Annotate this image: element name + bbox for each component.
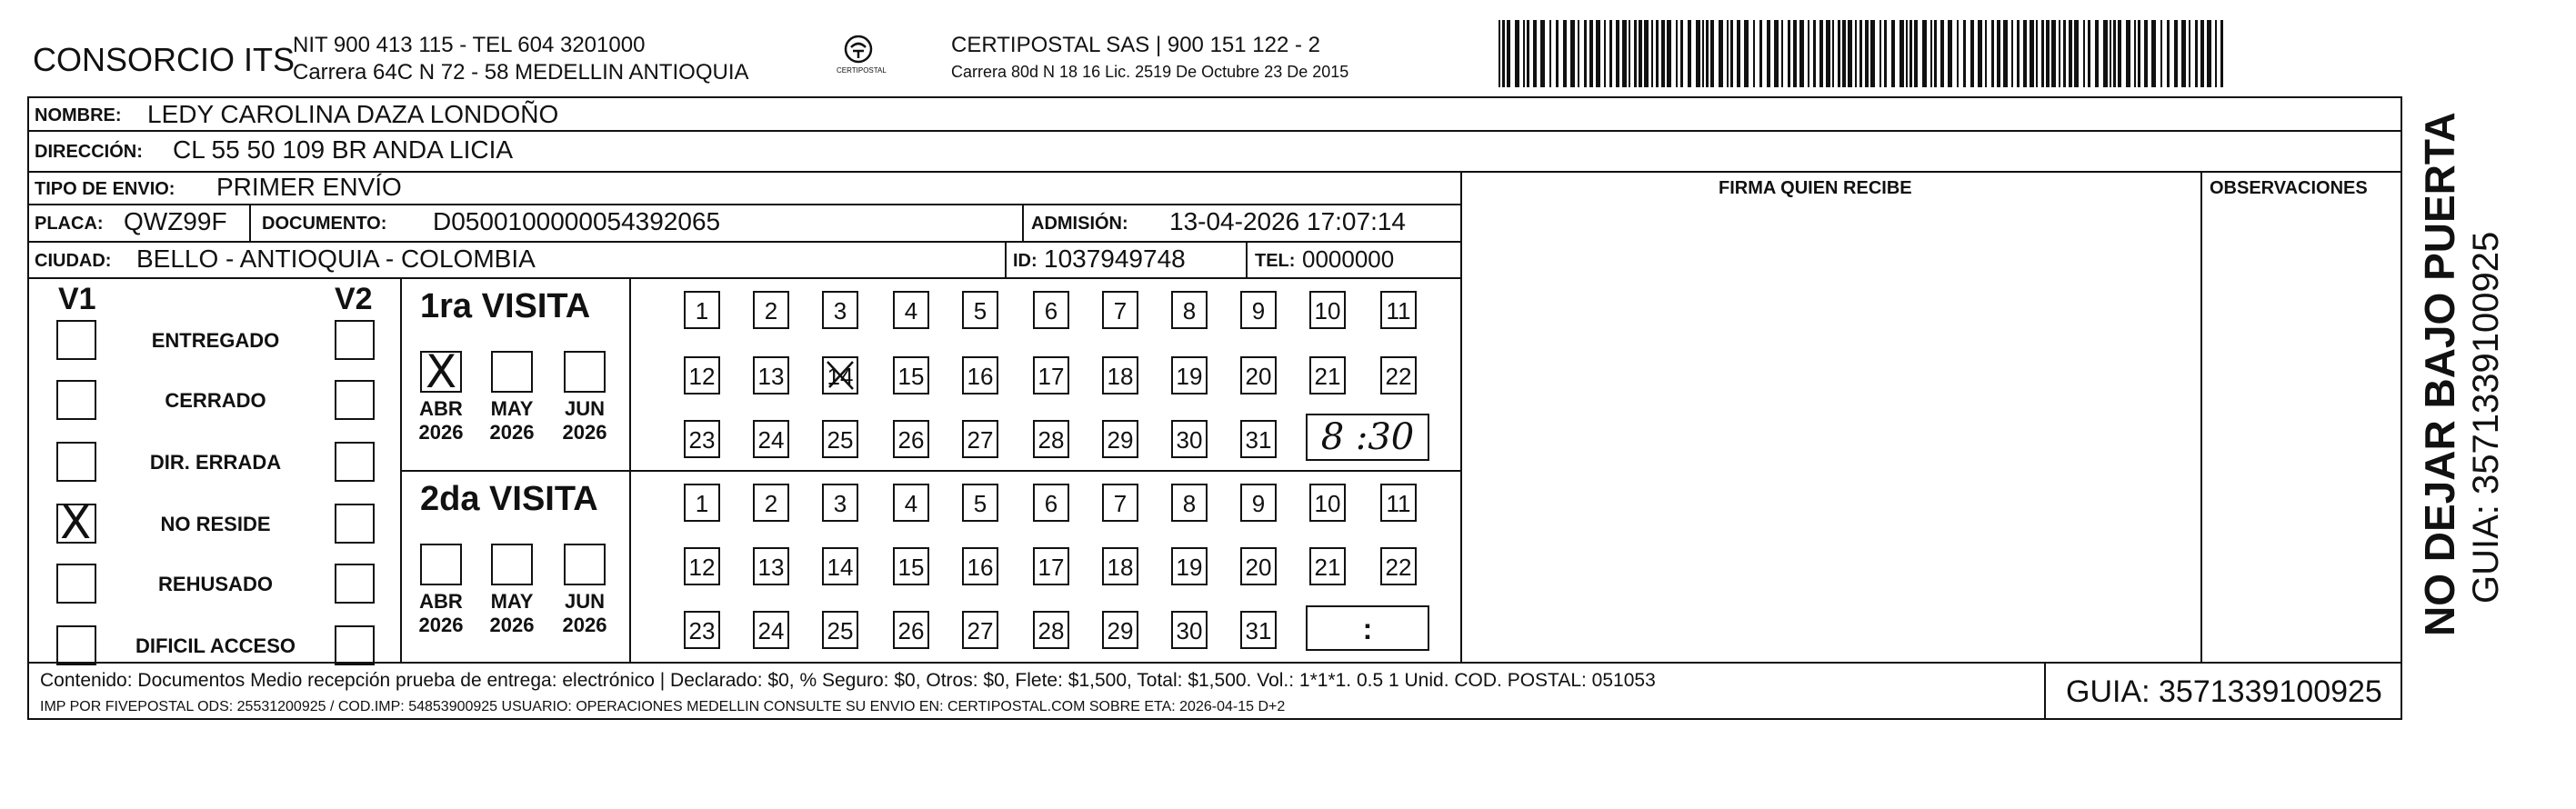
visit1-month-label: MAY (490, 397, 534, 420)
status-v2-checkbox[interactable] (335, 320, 375, 360)
day-mark (822, 356, 858, 395)
barcode-bar (2059, 20, 2060, 87)
visit2-day-box[interactable]: 1 (684, 484, 720, 522)
visit2-day-box[interactable]: 12 (684, 547, 720, 585)
admision-label: ADMISIÓN: (1031, 214, 1128, 234)
visit1-title: 1ra VISITA (420, 287, 591, 325)
barcode-bar (1781, 20, 1783, 87)
barcode-bar (1842, 20, 1846, 87)
barcode-bar (1744, 20, 1749, 87)
visit1-month-checkbox[interactable] (491, 351, 533, 393)
barcode-bar (1706, 20, 1709, 87)
barcode-bar (1730, 20, 1733, 87)
visit2-time: : (1362, 613, 1373, 645)
visit2-day-box[interactable]: 28 (1033, 611, 1069, 649)
barcode-bar (2174, 20, 2178, 87)
barcode-bar (1498, 20, 1500, 87)
barcode-bar (1767, 20, 1770, 87)
visit1-day-box[interactable]: 28 (1033, 420, 1069, 458)
barcode-bar (2220, 20, 2223, 87)
barcode-bar (2069, 20, 2072, 87)
ciudad-value: BELLO - ANTIOQUIA - COLOMBIA (136, 245, 536, 273)
status-v1-checkbox[interactable] (56, 442, 96, 482)
footer-line1: Contenido: Documentos Medio recepción prueba de entrega: electrónico | Declarado: $0, % Seguro: $0, Otros: $0, Flete: $1,500, Total: $1,500. Vol.: 1*1*1. 0.5 1 Unid. COD. POSTAL: 051053 (40, 670, 1656, 691)
visit2-year-label: 2026 (562, 614, 607, 636)
direccion-label: DIRECCIÓN: (35, 142, 143, 162)
check-mark: X (60, 496, 92, 549)
visit1-day-box[interactable]: 9 (1240, 291, 1277, 329)
side-guia: GUIA: 3571339100925 (2466, 231, 2506, 604)
barcode-bar (1870, 20, 1875, 87)
visit1-day-box[interactable]: 26 (893, 420, 929, 458)
barcode-bar (1589, 20, 1593, 87)
footer-guia: GUIA: 3571339100925 (2066, 674, 2382, 709)
visit1-time-box (1306, 414, 1429, 461)
barcode-bar (1596, 20, 1600, 87)
barcode-bar (1859, 20, 1862, 87)
visit1-day-box[interactable]: 13 (753, 356, 789, 395)
barcode-bar (1667, 20, 1671, 87)
visit2-day-box[interactable]: 17 (1033, 547, 1069, 585)
tel-label: TEL: (1255, 251, 1296, 271)
visit2-day-box[interactable]: 5 (962, 484, 998, 522)
barcode-bar (1584, 20, 1587, 87)
barcode-bar (1879, 20, 1881, 87)
visit1-day-box[interactable]: 5 (962, 291, 998, 329)
visit1-day-box[interactable]: 12 (684, 356, 720, 395)
barcode-bar (2046, 20, 2050, 87)
barcode-bar (1865, 20, 1869, 87)
carrier-line2: Carrera 80d N 18 16 Lic. 2519 De Octubre 23 De 2015 (951, 63, 1349, 81)
barcode-bar (2207, 20, 2211, 87)
barcode-bar (1891, 20, 1895, 87)
visit2-day-box[interactable]: 2 (753, 484, 789, 522)
company-name: CONSORCIO ITS (33, 41, 296, 78)
visit2-year-label: 2026 (418, 614, 464, 636)
tipo-value: PRIMER ENVÍO (216, 173, 402, 201)
visit1-day-box[interactable]: 11 (1380, 291, 1417, 329)
barcode-bar (2083, 20, 2085, 87)
barcode-bar (1813, 20, 1816, 87)
barcode-bar (1940, 20, 1944, 87)
visit2-month-checkbox[interactable] (491, 544, 533, 585)
visit2-day-box[interactable]: 6 (1033, 484, 1069, 522)
status-label: ENTREGADO (151, 329, 280, 352)
direccion-value: CL 55 50 109 BR ANDA LICIA (173, 135, 514, 164)
barcode-bar (1507, 20, 1510, 87)
barcode-bar (1502, 20, 1505, 87)
barcode-bar (1909, 20, 1912, 87)
visit2-day-box[interactable]: 18 (1102, 547, 1138, 585)
visit2-day-box[interactable]: 10 (1309, 484, 1346, 522)
visit1-day-box[interactable]: 23 (684, 420, 720, 458)
status-v1-checkbox[interactable] (56, 380, 96, 420)
visit1-day-box[interactable]: 15 (893, 356, 929, 395)
barcode-bar (1570, 20, 1575, 87)
barcode-bar (1826, 20, 1830, 87)
barcode-bar (1914, 20, 1918, 87)
barcode-bar (2017, 20, 2020, 87)
barcode-bar (1963, 20, 1966, 87)
certipostal-logo (835, 31, 887, 82)
barcode-bar (1934, 20, 1937, 87)
check-mark: X (426, 345, 457, 398)
barcode-bar (1774, 20, 1779, 87)
barcode-bar (1661, 20, 1665, 87)
barcode-bar (1991, 20, 1994, 87)
visit2-day-box[interactable]: 16 (962, 547, 998, 585)
visit2-day-box[interactable]: 14 (822, 547, 858, 585)
barcode-bar (2167, 20, 2170, 87)
visit1-day-box[interactable]: 21 (1309, 356, 1346, 395)
barcode-bar (1997, 20, 2000, 87)
visit1-day-box[interactable]: 8 (1171, 291, 1208, 329)
visit1-day-box[interactable]: 17 (1033, 356, 1069, 395)
visit2-day-box[interactable]: 26 (893, 611, 929, 649)
barcode-bar (1759, 20, 1762, 87)
barcode-bar (1970, 20, 1974, 87)
visit1-month-label: ABR (419, 397, 463, 420)
id-label: ID: (1013, 251, 1037, 271)
barcode-bar (2036, 20, 2038, 87)
barcode-bar (1639, 20, 1642, 87)
barcode-bar (2011, 20, 2013, 87)
barcode-bar (1540, 20, 1545, 87)
visit2-day-box[interactable]: 3 (822, 484, 858, 522)
visit1-year-label: 2026 (418, 421, 464, 444)
documento-value: D0500100000054392065 (433, 207, 721, 235)
barcode-bar (2160, 20, 2162, 87)
visit1-day-box[interactable]: 3 (822, 291, 858, 329)
barcode-bar (2003, 20, 2008, 87)
barcode-bar (1899, 20, 1904, 87)
barcode-bar (1737, 20, 1740, 87)
visit2-day-box[interactable]: 21 (1309, 547, 1346, 585)
visit2-day-box[interactable]: 23 (684, 611, 720, 649)
barcode-bar (1710, 20, 1714, 87)
visit2-month-checkbox[interactable] (564, 544, 606, 585)
visit2-month-label: JUN (564, 590, 605, 613)
nit-line: NIT 900 413 115 - TEL 604 3201000 (293, 33, 646, 57)
visit2-month-checkbox[interactable] (420, 544, 462, 585)
visit1-month-checkbox[interactable] (420, 345, 462, 398)
barcode-bar (1985, 20, 1987, 87)
visit1-day-box[interactable]: 1 (684, 291, 720, 329)
barcode-bar (2074, 20, 2079, 87)
barcode-bar (1922, 20, 1927, 87)
barcode-bar (1719, 20, 1723, 87)
visit1-day-box[interactable]: 30 (1171, 420, 1208, 458)
visit2-day-box[interactable]: 29 (1102, 611, 1138, 649)
visit2-day-box[interactable]: 11 (1380, 484, 1417, 522)
id-value: 1037949748 (1044, 245, 1186, 273)
barcode-bar (1793, 20, 1797, 87)
admision-value: 13-04-2026 17:07:14 (1169, 207, 1406, 235)
barcode-bar (2126, 20, 2130, 87)
visit2-time-box (1306, 605, 1429, 651)
barcode-bar (1609, 20, 1612, 87)
barcode-bar (1651, 20, 1653, 87)
visit1-day-box[interactable]: 29 (1102, 420, 1138, 458)
carrier-line1: CERTIPOSTAL SAS | 900 151 122 - 2 (951, 33, 1320, 57)
barcode-bar (2103, 20, 2108, 87)
barcode-bar (1702, 20, 1704, 87)
status-v2-checkbox[interactable] (335, 625, 375, 665)
visit2-day-box[interactable]: 30 (1171, 611, 1208, 649)
visit1-day-box[interactable]: 20 (1240, 356, 1277, 395)
visit2-day-box[interactable]: 31 (1240, 611, 1277, 649)
barcode-bar (1515, 20, 1519, 87)
status-label: DIFICIL ACCESO (135, 634, 296, 657)
visit1-month-checkbox[interactable] (564, 351, 606, 393)
barcode-bar (1549, 20, 1551, 87)
barcode-bar (1688, 20, 1691, 87)
barcode-bar (2113, 20, 2116, 87)
documento-label: DOCUMENTO: (262, 214, 387, 234)
barcode-bar (1808, 20, 1809, 87)
barcode-bar (2195, 20, 2198, 87)
barcode-bar (1656, 20, 1659, 87)
status-v1-checkbox[interactable] (56, 320, 96, 360)
visit1-day-box[interactable]: 31 (1240, 420, 1277, 458)
barcode-bar (1884, 20, 1887, 87)
visit1-time: 8 :30 (1320, 416, 1415, 458)
barcode-bar (2095, 20, 2099, 87)
visit1-year-label: 2026 (562, 421, 607, 444)
firma-header: FIRMA QUIEN RECIBE (1719, 178, 1912, 198)
barcode-bar (2063, 20, 2066, 87)
visit2-day-box[interactable]: 13 (753, 547, 789, 585)
company-address: Carrera 64C N 72 - 58 MEDELLIN ANTIOQUIA (293, 60, 749, 85)
visit2-day-box[interactable]: 25 (822, 611, 858, 649)
barcode-bar (1948, 20, 1952, 87)
barcode-bar (1527, 20, 1529, 87)
barcode-bar (2088, 20, 2090, 87)
barcode-bar (2181, 20, 2186, 87)
barcode-bar (2041, 20, 2044, 87)
barcode-bar (2151, 20, 2156, 87)
barcode-bar (2215, 20, 2217, 87)
barcode-bar (2189, 20, 2190, 87)
status-v1-checkbox[interactable] (56, 625, 96, 665)
status-v2-checkbox[interactable] (335, 442, 375, 482)
barcode-bar (1838, 20, 1840, 87)
visit1-day-box[interactable]: 7 (1102, 291, 1138, 329)
v2-header: V2 (335, 282, 373, 316)
barcode-bar (1848, 20, 1852, 87)
status-label: REHUSADO (158, 573, 273, 595)
barcode-bar (1622, 20, 1627, 87)
visit2-month-label: ABR (419, 590, 463, 613)
barcode-bar (2138, 20, 2140, 87)
visit1-day-box[interactable]: 25 (822, 420, 858, 458)
barcode-bar (2030, 20, 2034, 87)
visit2-year-label: 2026 (489, 614, 535, 636)
tipo-label: TIPO DE ENVIO: (35, 179, 175, 199)
status-label: CERRADO (165, 389, 266, 412)
visit1-day-box[interactable]: 27 (962, 420, 998, 458)
visit2-day-box[interactable]: 15 (893, 547, 929, 585)
barcode-bar (1556, 20, 1559, 87)
visit1-day-box[interactable]: 19 (1171, 356, 1208, 395)
barcode-bar (1753, 20, 1755, 87)
barcode-bar (1563, 20, 1567, 87)
visit2-day-box[interactable]: 24 (753, 611, 789, 649)
visit1-day-box[interactable]: 22 (1380, 356, 1417, 395)
barcode-bar (1727, 20, 1729, 87)
visit2-day-box[interactable]: 20 (1240, 547, 1277, 585)
barcode-bar (1799, 20, 1804, 87)
barcode-bar (1523, 20, 1525, 87)
visit1-month-label: JUN (564, 397, 605, 420)
status-v2-checkbox[interactable] (335, 504, 375, 544)
visit2-month-label: MAY (490, 590, 534, 613)
visit1-day-box[interactable]: 16 (962, 356, 998, 395)
placa-label: PLACA: (35, 214, 104, 234)
status-label: DIR. ERRADA (149, 451, 282, 474)
barcode-bar (2134, 20, 2136, 87)
barcode-bar (1906, 20, 1908, 87)
observaciones-header: OBSERVACIONES (2210, 178, 2368, 198)
barcode-bar (2051, 20, 2056, 87)
barcode-bar (1978, 20, 1982, 87)
barcode-bar (2144, 20, 2148, 87)
visit1-day-box[interactable]: 10 (1309, 291, 1346, 329)
barcode-bar (1676, 20, 1678, 87)
placa-value: QWZ99F (124, 207, 227, 235)
barcode-bar (1629, 20, 1630, 87)
barcode-bar (1930, 20, 1932, 87)
visit2-day-box[interactable]: 27 (962, 611, 998, 649)
nombre-label: NOMBRE: (35, 105, 122, 125)
visit2-day-box[interactable]: 19 (1171, 547, 1208, 585)
status-v2-checkbox[interactable] (335, 564, 375, 604)
v1-header: V1 (58, 282, 96, 316)
logo-text: CERTIPOSTAL (837, 66, 887, 75)
status-v1-checkbox[interactable] (56, 564, 96, 604)
barcode-bar (1616, 20, 1619, 87)
visit2-day-box[interactable]: 8 (1171, 484, 1208, 522)
visit1-year-label: 2026 (489, 421, 535, 444)
no-dejar-bajo-puerta: NO DEJAR BAJO PUERTA (2416, 112, 2463, 636)
tel-value: 0000000 (1302, 245, 1395, 273)
barcode-bar (2110, 20, 2111, 87)
barcode-bar (1788, 20, 1790, 87)
visit1-day-box[interactable]: 18 (1102, 356, 1138, 395)
visit1-day-box[interactable]: 4 (893, 291, 929, 329)
barcode-bar (2200, 20, 2204, 87)
visit2-day-box[interactable]: 4 (893, 484, 929, 522)
visit2-day-box[interactable]: 9 (1240, 484, 1277, 522)
status-label: NO RESIDE (160, 513, 271, 535)
status-v1-checkbox[interactable] (56, 496, 96, 549)
barcode-bar (2118, 20, 2121, 87)
barcode-bar (1533, 20, 1537, 87)
barcode-bar (1578, 20, 1579, 87)
barcode-bar (1604, 20, 1606, 87)
barcode-bar (2023, 20, 2027, 87)
visit1-day-box[interactable]: 24 (753, 420, 789, 458)
visit1-day-box[interactable]: 14 (822, 356, 858, 395)
visit2-day-box[interactable]: 7 (1102, 484, 1138, 522)
visit1-day-box[interactable]: 6 (1033, 291, 1069, 329)
visit2-day-box[interactable]: 22 (1380, 547, 1417, 585)
barcode-bar (1957, 20, 1959, 87)
nombre-value: LEDY CAROLINA DAZA LONDOÑO (147, 100, 559, 128)
barcode-bar (1634, 20, 1637, 87)
footer-line2: IMP POR FIVEPOSTAL ODS: 25531200925 / COD.IMP: 54853900925 USUARIO: OPERACIONES MEDELLIN CONSULTE SU ENVIO EN: CERTIPOSTAL.COM SOBRE ETA: 2026-04-15 D+2 (40, 699, 1286, 714)
visit1-day-box[interactable]: 2 (753, 291, 789, 329)
barcode (1498, 20, 2226, 93)
ciudad-label: CIUDAD: (35, 251, 112, 271)
barcode-bar (1644, 20, 1649, 87)
barcode-bar (1832, 20, 1834, 87)
visit2-title: 2da VISITA (420, 480, 598, 518)
barcode-bar (1855, 20, 1857, 87)
barcode-bar (1819, 20, 1823, 87)
barcode-bar (1680, 20, 1683, 87)
status-v2-checkbox[interactable] (335, 380, 375, 420)
barcode-bar (1696, 20, 1700, 87)
